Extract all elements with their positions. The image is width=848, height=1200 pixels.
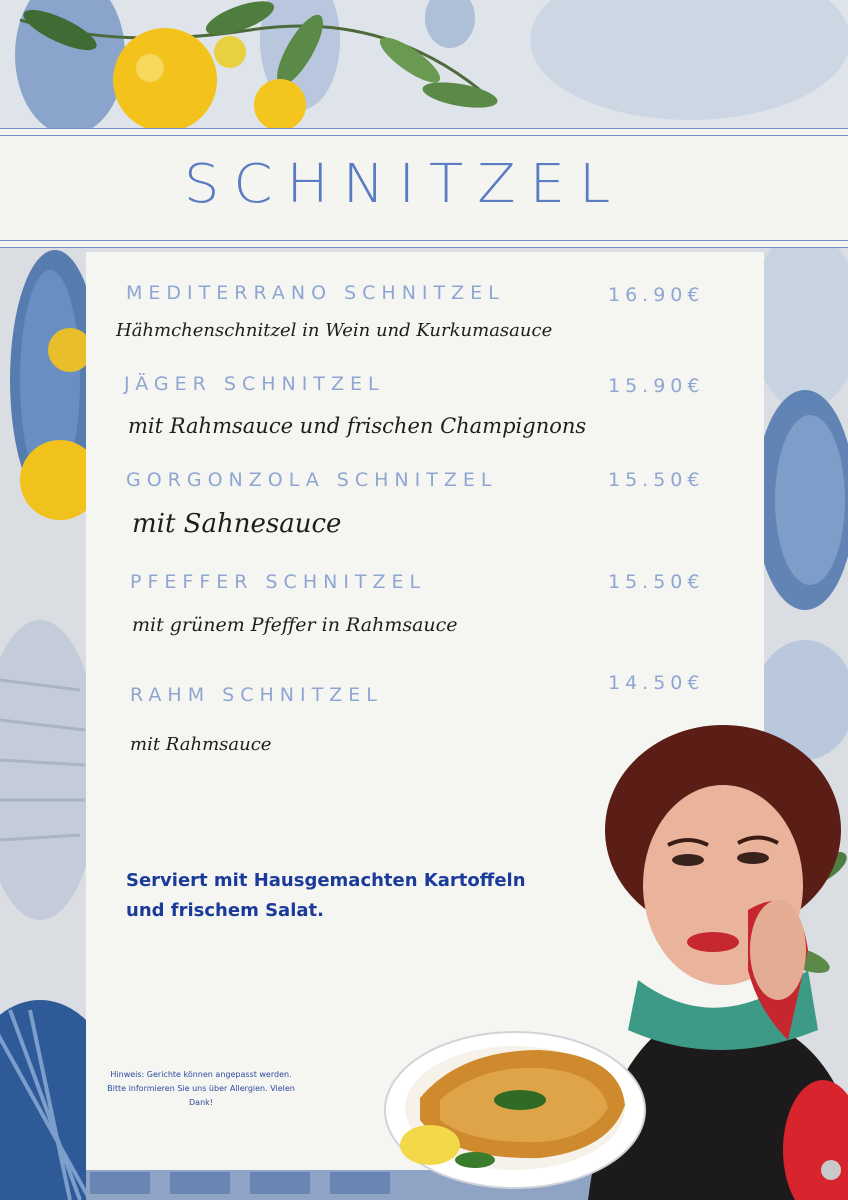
- item-price-jaeger: 15.90€: [608, 375, 705, 397]
- item-desc-gorgonzola: mit Sahnesauce: [132, 509, 342, 539]
- item-name-mediterrano: MEDITERRANO SCHNITZEL: [126, 282, 505, 304]
- item-desc-rahm: mit Rahmsauce: [130, 734, 272, 755]
- lemon-top: [113, 28, 217, 132]
- serving-note-line-1: Serviert mit Hausgemachten Kartoffeln: [126, 870, 526, 891]
- item-desc-pfeffer: mit grünem Pfeffer in Rahmsauce: [132, 614, 458, 636]
- schnitzel-plate-photo: [380, 1010, 650, 1200]
- page-title: SCHNITZEL: [183, 153, 625, 216]
- item-desc-jaeger: mit Rahmsauce und frischen Champignons: [128, 414, 587, 438]
- serving-note: [126, 866, 526, 926]
- allergy-hint: Hinweis: Gerichte können angepasst werden. Bitte informieren Sie uns über Allergien. Vielen Dank!: [107, 1070, 295, 1107]
- item-price-pfeffer: 15.50€: [608, 571, 705, 593]
- item-name-pfeffer: PFEFFER SCHNITZEL: [130, 571, 427, 593]
- item-name-rahm: RAHM SCHNITZEL: [130, 684, 383, 706]
- item-price-mediterrano: 16.90€: [608, 284, 705, 306]
- item-name-gorgonzola: GORGONZOLA SCHNITZEL: [126, 469, 498, 491]
- item-price-rahm: 14.50€: [608, 672, 705, 694]
- item-desc-mediterrano: Hähmchenschnitzel in Wein und Kurkumasauce: [116, 320, 553, 341]
- item-name-jaeger: JÄGER SCHNITZEL: [124, 373, 385, 395]
- item-price-gorgonzola: 15.50€: [608, 469, 705, 491]
- serving-note-line-2: und frischem Salat.: [126, 900, 324, 921]
